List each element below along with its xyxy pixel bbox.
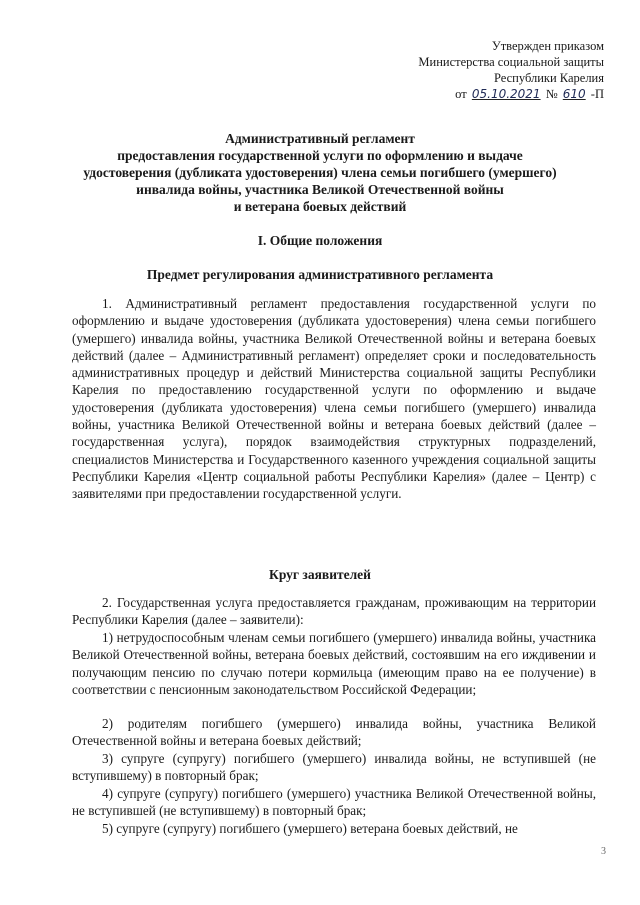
approval-line-1: Утвержден приказом [491, 39, 604, 53]
title-line-2: предоставления государственной услуги по оформлению и выдаче [117, 148, 523, 163]
section-heading-general: I. Общие положения [257, 233, 383, 248]
approval-date-line [344, 86, 604, 102]
list-item-4: 4) супруге (супругу) погибшего (умершего) участника Великой Отечественной войны, не вступившей (не вступившему) в повторный брак; [72, 786, 596, 819]
paragraph-1: 1. Административный регламент предоставления государственной услуги по оформлению и выдаче удостоверения (дубликата удостоверения) члена семьи погибшего (умершего) инвалида войны, участника Великой Отечественной войны и ветерана боевых действий (далее – Административный регламент) определяет сроки и последовательность административных процедур и действий Министерства социальной защиты Республики Карелия по предоставлению государственной услуги по оформлению и выдаче удостоверения (дубликата удостоверения) члена семьи погибшего (умершего) инвалида войны, участника Великой Отечественной войны и ветерана боевых действий (далее – государственная услуга), порядок взаимодействия структурных подразделений, специалистов Министерства и Государственного казенного учреждения социальной защиты Республики Карелия «Центр социальной работы Республики Карелия» (далее – Центр) с заявителями при предоставлении государственной услуги. [72, 296, 596, 502]
date-prefix: от [455, 87, 467, 101]
applicants-heading: Круг заявителей [269, 567, 371, 582]
list-item-3: 3) супруге (супругу) погибшего (умершего) инвалида войны, не вступившей (не вступившему) в повторный брак; [72, 751, 596, 784]
list-item-2: 2) родителям погибшего (умершего) инвалида войны, участника Великой Отечественной войны и ветерана боевых действий; [72, 716, 596, 749]
approval-stamp [344, 38, 604, 102]
document-title [40, 130, 600, 215]
title-line-3: удостоверения (дубликата удостоверения) члена семьи погибшего (умершего) [83, 165, 557, 180]
number-prefix: № [545, 87, 558, 101]
subject-heading: Предмет регулирования административного регламента [146, 267, 494, 282]
handwritten-number: 610 [562, 87, 586, 101]
number-suffix: -П [590, 87, 604, 101]
approval-line-2: Министерства социальной защиты [418, 55, 604, 69]
title-line-4: инвалида войны, участника Великой Отечественной войны [136, 182, 504, 197]
title-line-5: и ветерана боевых действий [233, 199, 407, 214]
list-item-1: 1) нетрудоспособным членам семьи погибшего (умершего) инвалида войны, участника Великой Отечественной войны, ветерана боевых действий, состоявшим на его иждивении и получающим пенсию по случаю потери кормильца (имеющим право на ее получение) в соответствии с пенсионным законодательством Российской Федерации; [72, 630, 596, 697]
approval-line-3: Республики Карелия [493, 71, 604, 85]
list-item-5: 5) супруге (супругу) погибшего (умершего) ветерана боевых действий, не [102, 821, 518, 836]
page-number: 3 [601, 846, 606, 857]
paragraph-2: 2. Государственная услуга предоставляется гражданам, проживающим на территории Республики Карелия (далее – заявители): [72, 595, 596, 628]
handwritten-date: 05.10.2021 [471, 87, 541, 101]
title-line-1: Административный регламент [225, 131, 415, 146]
